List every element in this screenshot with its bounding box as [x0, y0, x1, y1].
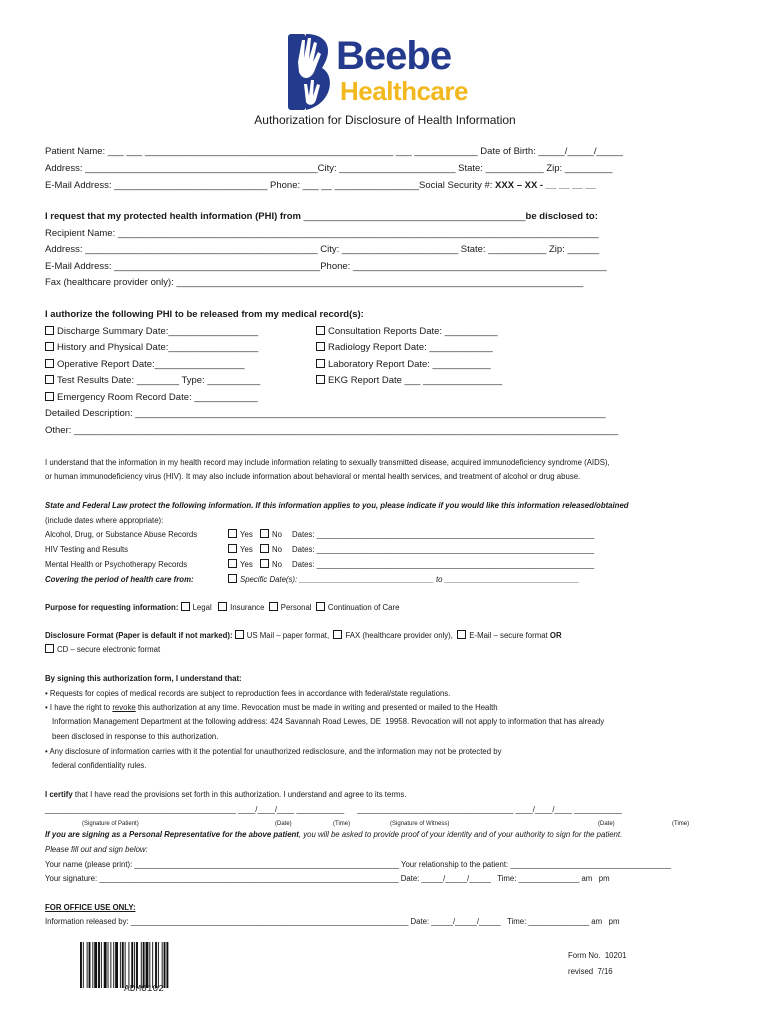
checkbox[interactable]	[181, 602, 190, 611]
protected-yes-option[interactable]	[228, 544, 253, 556]
yes-label: Yes	[240, 530, 253, 539]
signing-bullet-3-line-2: federal confidentiality rules.	[52, 761, 147, 770]
signing-bullet-2	[45, 702, 498, 714]
phi-option-radiology[interactable]	[316, 342, 493, 354]
purpose-insurance[interactable]	[218, 603, 264, 612]
beebe-healthcare-logo	[284, 32, 489, 112]
period-label: Covering the period of health care from:	[45, 575, 194, 584]
phi-option-label: EKG Report Date ___ _______________	[328, 375, 503, 386]
format-option-label: E-Mail – secure format	[469, 631, 548, 640]
protected-row-label: Alcohol, Drug, or Substance Abuse Records	[45, 530, 198, 539]
format-us-mail[interactable]	[235, 631, 329, 640]
phi-option-test-results[interactable]	[45, 375, 260, 387]
purpose-continuation[interactable]	[316, 603, 400, 612]
revoke-word: revoke	[112, 703, 136, 712]
protected-yes-option[interactable]	[228, 529, 253, 541]
checkbox[interactable]	[269, 602, 278, 611]
checkbox[interactable]	[457, 630, 466, 639]
request-heading-start: I request that my protected health information (PHI) from	[45, 211, 304, 222]
signing-bullet-1: • Requests for copies of medical records are subject to reproduction fees in accordance with federal/state regulations.	[45, 689, 451, 698]
purpose-label: Purpose for requesting information:	[45, 603, 179, 612]
rep-notice-text: , you will be asked to provide proof of your identity and of your authority to sign for the patient.	[298, 830, 623, 839]
date-caption: (Date)	[598, 821, 615, 827]
signature-patient-caption: (Signature of Patient)	[82, 821, 139, 827]
certify-statement	[45, 789, 406, 801]
purpose-option-label: Personal	[280, 603, 312, 612]
phi-option-emergency[interactable]	[45, 392, 258, 404]
patient-address-field[interactable]: Address: ____________________________________________City: ______________________ State: ___________ Zip: _________	[45, 163, 613, 174]
format-option-label: FAX (healthcare provider only),	[345, 631, 453, 640]
protected-no-option[interactable]	[260, 529, 282, 541]
phi-option-label: History and Physical Date:_________________	[57, 342, 259, 353]
checkbox[interactable]	[45, 359, 54, 368]
phi-option-label: Laboratory Report Date: ___________	[328, 359, 491, 370]
patient-email-phone-ssn-field[interactable]	[45, 180, 596, 192]
checkbox[interactable]	[260, 559, 269, 568]
purpose-option-label: Continuation of Care	[327, 603, 400, 612]
checkbox[interactable]	[228, 559, 237, 568]
detailed-description-field[interactable]: Detailed Description: _________________________________________________________________________________________	[45, 408, 606, 419]
signing-bullet-3: • Any disclosure of information carries with it the potential for unauthorized redisclosure, and the information may not be protected by	[45, 747, 502, 756]
format-option-label: US Mail – paper format,	[246, 631, 330, 640]
checkbox[interactable]	[45, 326, 54, 335]
protected-row-label: Mental Health or Psychotherapy Records	[45, 560, 188, 569]
protected-no-option[interactable]	[260, 559, 282, 571]
checkbox[interactable]	[45, 342, 54, 351]
phi-option-label: Discharge Summary Date:_________________	[57, 326, 259, 337]
checkbox[interactable]	[316, 375, 325, 384]
checkbox[interactable]	[235, 630, 244, 639]
yes-label: Yes	[240, 560, 253, 569]
office-released-by-field[interactable]: Information released by: ________________________________________________________________ Date: _____/_____/_____ Time: ______________ am pm	[45, 917, 620, 926]
signing-bullet-2-line-3: been disclosed in response to this authorization.	[52, 732, 219, 741]
signature-witness-caption: (Signature of Witness)	[390, 821, 450, 827]
request-heading	[45, 211, 598, 223]
rep-notice-bold: If you are signing as a Personal Representative for the above patient	[45, 830, 299, 839]
phi-option-ekg[interactable]	[316, 375, 502, 387]
rep-name-field[interactable]: Your name (please print): _____________________________________________________________ Your relationship to the patient: _____________________________________	[45, 860, 671, 869]
office-use-heading: FOR OFFICE USE ONLY:	[45, 903, 136, 912]
phi-option-laboratory[interactable]	[316, 359, 491, 371]
protected-dates-field[interactable]: Dates: ________________________________________________________________	[292, 530, 595, 539]
format-or: OR	[549, 631, 562, 640]
logo-healthcare-text: Healthcare	[340, 76, 468, 106]
logo-beebe-text: Beebe	[336, 34, 452, 78]
phi-option-label: Consultation Reports Date: __________	[328, 326, 498, 337]
form-number: Form No. 10201	[568, 951, 627, 960]
no-label: No	[272, 545, 282, 554]
checkbox[interactable]	[316, 342, 325, 351]
format-label: Disclosure Format (Paper is default if not marked):	[45, 631, 233, 640]
phi-option-label: Radiology Report Date: ____________	[328, 342, 493, 353]
format-email[interactable]	[457, 631, 547, 640]
checkbox[interactable]	[45, 375, 54, 384]
format-option-label: CD – secure electronic format	[57, 645, 161, 654]
signing-bullet-2-line-2: Information Management Department at the following address: 424 Savannah Road Lewes, DE 19958. Revocation will not apply to information that has already	[52, 717, 605, 726]
phi-option-consultation[interactable]	[316, 326, 498, 338]
bullet-text: this authorization at any time. Revocation must be made in writing and presented or mailed to the Health	[135, 703, 498, 712]
rep-notice	[45, 829, 622, 841]
checkbox[interactable]	[333, 630, 342, 639]
bullet-text: • I have the right to	[45, 703, 113, 712]
phi-heading: I authorize the following PHI to be released from my medical record(s):	[45, 309, 364, 320]
checkbox[interactable]	[316, 359, 325, 368]
protected-subheading: (include dates where appropriate):	[45, 516, 164, 525]
recipient-email-phone-field[interactable]: E-Mail Address: _______________________________________Phone: ________________________________________________	[45, 261, 607, 272]
format-row	[45, 630, 562, 642]
other-field[interactable]: Other: _______________________________________________________________________________________________________	[45, 425, 619, 436]
protected-dates-field[interactable]: Dates: ________________________________________________________________	[292, 560, 595, 569]
notice-line-1: I understand that the information in my health record may include information relating to sexually transmitted disease, acquired immunodeficiency syndrome (AIDS),	[45, 458, 610, 467]
protected-no-option[interactable]	[260, 544, 282, 556]
time-caption: (Time)	[333, 821, 351, 827]
phi-option-label: Operative Report Date:_________________	[57, 359, 245, 370]
request-from-field[interactable]: __________________________________________	[303, 211, 526, 222]
recipient-name-field[interactable]: Recipient Name: ___________________________________________________________________________________________	[45, 228, 599, 239]
checkbox[interactable]	[260, 544, 269, 553]
purpose-option-label: Legal	[192, 603, 212, 612]
rep-signature-field[interactable]: Your signature: _____________________________________________________________________ Date: _____/_____/_____ Time: ______________ am pm	[45, 874, 610, 883]
purpose-option-label: Insurance	[230, 603, 265, 612]
no-label: No	[272, 530, 282, 539]
checkbox[interactable]	[228, 544, 237, 553]
recipient-address-field[interactable]: Address: ____________________________________________ City: ______________________ State: ___________ Zip: ______	[45, 244, 600, 255]
checkbox[interactable]	[228, 529, 237, 538]
purpose-legal[interactable]	[181, 603, 212, 612]
purpose-personal[interactable]	[269, 603, 312, 612]
request-heading-end: be disclosed to:	[525, 211, 598, 222]
phi-option-operative[interactable]	[45, 359, 245, 371]
rep-fill-instruction: Please fill out and sign below:	[45, 845, 148, 854]
form-title: Authorization for Disclosure of Health Information	[254, 113, 516, 127]
phi-option-label: Test Results Date: ________ Type: __________	[57, 375, 261, 386]
recipient-fax-field[interactable]: Fax (healthcare provider only): _____________________________________________________________________________	[45, 277, 584, 288]
patient-email-phone-label: E-Mail Address: _____________________________ Phone: ___ __ ________________Social Security #:	[45, 180, 496, 191]
phi-option-history[interactable]	[45, 342, 258, 354]
notice-line-2: or human immunodeficiency virus (HIV). It may also include information about behavioral or mental health services, and treatment of alcohol or drug abuse.	[45, 472, 581, 481]
protected-row-label: HIV Testing and Results	[45, 545, 129, 554]
phi-option-label: Emergency Room Record Date: ____________	[57, 392, 258, 403]
hands-logo-icon	[284, 32, 336, 112]
no-label: No	[272, 560, 282, 569]
form-revised: revised 7/16	[568, 967, 613, 976]
signing-heading: By signing this authorization form, I understand that:	[45, 674, 242, 683]
phi-option-discharge[interactable]	[45, 326, 258, 338]
time-caption: (Time)	[672, 821, 690, 827]
signature-line[interactable]: ____________________________________________ ____/____/____ ___________ ____________________________________ ____/____/____ ___________	[45, 805, 622, 814]
checkbox[interactable]	[316, 326, 325, 335]
format-fax[interactable]	[333, 631, 452, 640]
date-caption: (Date)	[275, 821, 292, 827]
checkbox[interactable]	[228, 574, 237, 583]
barcode-label: ADM0102	[124, 983, 164, 994]
certify-bold: I certify	[45, 790, 73, 799]
ssn-value: XXX – XX - __ __ __ __	[495, 180, 596, 191]
format-cd[interactable]	[45, 644, 160, 656]
specific-dates-label: Specific Date(s): _______________________________ to _______________________________	[240, 575, 580, 584]
protected-yes-option[interactable]	[228, 559, 253, 571]
barcode	[80, 942, 224, 988]
patient-name-field[interactable]: Patient Name: ___ ___ _______________________________________________ ___ ____________ Date of Birth: _____/_____/_____	[45, 146, 623, 157]
protected-heading: State and Federal Law protect the following information. If this information applies to you, please indicate if you would like this information released/obtained	[45, 501, 629, 510]
specific-dates-option[interactable]	[228, 574, 579, 586]
protected-dates-field[interactable]: Dates: ________________________________________________________________	[292, 545, 595, 554]
purpose-row	[45, 602, 399, 614]
yes-label: Yes	[240, 545, 253, 554]
certify-text: that I have read the provisions set forth in this authorization. I understand and agree to its terms.	[72, 790, 407, 799]
checkbox[interactable]	[260, 529, 269, 538]
checkbox[interactable]	[45, 644, 54, 653]
checkbox[interactable]	[218, 602, 227, 611]
checkbox[interactable]	[45, 392, 54, 401]
checkbox[interactable]	[316, 602, 325, 611]
